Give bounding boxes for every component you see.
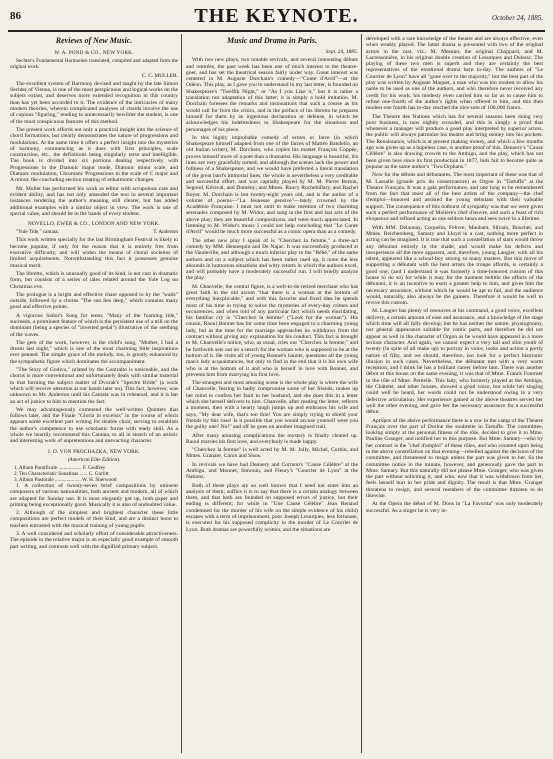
paragraph: A vigorous Sailor's Song for tenor, "Many of the foaming tide," succeeds, a prominent feature of which is the persistent use of a trill on the dominant (being a species of "inverted pedal") illustrative of the seething of the waves. [10, 312, 178, 338]
column-paris-continued [366, 36, 543, 753]
paragraph: At the Opera the début of M. Dons in "La Favorita" was only moderately successful. As a singer he is very in- [366, 501, 543, 514]
paragraph: With two new plays, two notable revivals, and several interesting débuts and rentrées, the past week has been one of much interest to the theatre-goer, and has set the theatrical season fairly under way. Great interest was centered in M. Auguste Dorchain's comedy—"Conte d'Avril"—at the Odéon. This play, as I gave you to understand in my last letter, is founded on Shakespeare's "Twelfth Night," or "As I you Like it," but it is rather a translation nor adaptation of this latter; it is simply a bold imitation. M. Dorchain foresees the remarks and insinuations that such a course as his would call for from the critics, and in the preface of his libretto he prepares himself for them by an ingenious declaration or defense, in which he acknowledges his indebtedness to Shakespeare for the situations and personages of his piece. [186, 57, 358, 133]
paragraph: The other new play I speak of is "Cherchez la femme," a three-act comedy by MM. Hennequin and De Najac. It was successfully produced at the Vaudeville, and although a much inferior play to the "Bébé," of the same authors and on a subject which has been rather used up, it none the less abounds in humorous situations and witty retorts in which the authors excel, and will probably have a moderately successful run. I will briefly analyze the play. [186, 237, 358, 282]
paragraph: Both of these plays are so well known that I need not enter into an analysis of them; suffice it is to say that there is a certain analogy between them, and that both are founded on supposed errors of justice, but their ending is different; for while in "Une Cause Célèbre" Jean Renaud condemned for the murder of his wife on the simple evidence of his child) escapes with a term of imprisonment, poor Joseph Lesurques, less fortunate, is executed for his supposed complicity in the murder of Le Courrier de Lyon. Both dramas are powerfully written, and the situations are [186, 482, 358, 533]
paragraph: The Théatre des Nations which has for several seasons been doing very poor business, is now nightly crowded, and this is simply a proof that whenever a manager will produce a good play interpreted by superior actors, the public will always patronize his theatre and bring money into his pockets. The Renaissance, which is at present making money, and which a few months ago was given up as a hopeless case, is another proof of this. Dennery's "Cause Célèbre" is also drawing crowds to the Ambigu, and the play, which has not been given here since its first production in 1877, bids fair to become quite as popular as the same author's "Two Orphans." [366, 113, 543, 170]
paragraph: 2. Although of the simplest and brightest character these little compositions are perfect models of their kind, and are a distinct boon to teachers entrusted with the musical training of young pupils. [10, 510, 178, 529]
paragraph: developed with a rare knowledge of the theatre and are always effective, even when weakly played. The latter drama is presented with two of the original actors in the cast, viz.: M. Mesnier, the original Choppard, and M. Lacressonière, in his original double creation of Lesurques and Dubosc. The playing of these two men is superb and they are certainly the best representatives of the emotional drama here to-day. The authors of "Le Courrier de Lyon" have all "gone over to the majority," but the best part of the play was written by Auguste Maquet, a man who was too modest to allow his name to be used as one of the authors, and who therefore never received any credit for his work; his modesty even carried him so far as to cause him to refuse one-fourth of the author's rights when offered to him, and this then modest one fourth has to-day reached the nice sum of 100,000 francs. [366, 36, 543, 112]
paragraph: With MM. Delaunay, Coquelin, Febvre, Maubant, Silvain, Boucher, and Mmes. Reichemberg, Samary and Lloyd in a cast, nothing more perfect in acting can be imagined. It is true that such a constellation of stars would throw any débutant entirely in the shade, and would make his defects and inexperience all the more apparent, and, therefore, young Langier, with all his talent, appeared like a school-boy among so many masters. But this move of supporting a débutant with the best artists the troupe affords, is certainly a good one; (and I understand it was formerly a time-honored custom of this house to do so) for while it may for the moment belittle the efforts of the débutant, it is an incentive to exert a greater help to him, and gives him the necessary assurance, without which he would be apt to fail, and the audience would, naturally, also always be the gainers. Therefore it would be well to revive this custom. [366, 224, 543, 307]
paragraph: "The Story of Godiva," related by the Contralto is noticeable, and the chorus is more conventional and unfortunately deals with similar material to that forming the subject matter of Dvorak's "Spectre Bride" (a work which will receive attention at our hands later on). This fact, however, was unknown to Mr. Anderton until his Cantata was in rehearsal, and it is but an act of justice to him to mention the fact. [10, 367, 178, 405]
column-paris [186, 36, 358, 753]
column-divider [181, 34, 182, 753]
paragraph: After many amusing complications the mystery is finally cleared up. Raoul marries his first love, and everybody is made happy. [186, 432, 358, 445]
list-item: 3. Album Pastorale .................... W. H. Sherwood [14, 476, 117, 483]
list-item: 2. Ten Characteristic Sonatinas ...... C. Gurlitt [14, 470, 109, 477]
paragraph: The excellent system of Harmony devised and taught by the late Simon Sechter of Vienna, is one of the most perspicuous and logical works on the subject extant, and deserves more extended recognition in this country than has yet been accorded to it. The evidence of the intricacies of many modern theories, wherein complicated analyses of chords involve the use of copious "figuring," tending to unnecessarily bewilder the student, is one of the most conspicuous features of this method. [10, 80, 178, 125]
paragraph: Apropos of the above performance there is a row in the camp of the Theatre Français over the part of Dorine the soubrette in Tartuffe. The committee, looking simply at the personal fitness of the rôle, decided to give it to Mme. Pauline Granger, and notified her to this purpose. But Mme. Samary—who by her contract is the "chef d'emploi" of these rôles, and who counted upon being in the above constellation on that evening—rebelled against the decision of the committee, and threatened to resign unless the part was given to her. So the committee notice in the minute, however, and generously gave the part to Mme. Samary. But this naturally did not please Mme. Granger, who was given the part without soliciting it, and who, now that it was withdrawn from her, feels herself hurt in her pride and dignity. The result is that Mme. Granger threatens to resign, and several members of the committee threaten to do likewise. [366, 417, 543, 500]
work-title: Sechter's Fundamental Harmonies translated, compiled and adapted from the original work. [10, 58, 178, 71]
paragraph: M. Laugier has plenty of resources at his command, a good voice, excellent delivery, a certain amount of ease and assurance, and a knowledge of the stage which time will all fully develop; but he has neither the nature, physiognomy, nor general appearance suitable for comic parts, and therefore he did not appear as well in the character of Orgon as he would have appeared in a more serious character. And again, we cannot expect a very tall and slim youth of twenty (in spite of all make up) to portray in voice, looks and action a portly nature of fifty, and we should, therefore, not look for a perfect histrionic illusion in such cases. Nevertheless, the débutant met with a very warm reception, and I think he has a brilliant career before him. There was another débot at this house on the same evening, it was that of Mme. Franck Fournier in the rôle of Mme. Pernelle. This lady, who formerly played at the Ambigu, the Châtelet, and other houses, showed a good voice, but while her singing could well be heard, her words could not be understood owing to a very defective articulation. Her experience gained at the above theatres served her well the other evening, and gave her the necessary assurance for a successful début. [366, 308, 543, 416]
work-title-text: "Yule Tide," cantata. [16, 229, 59, 236]
paragraph: This work written specially for the last Birmingham Festival is likely to become popular, if only for the reason that it is entirely free from executive difficulty, and will widen the means of choral societies of limited acquirements. Notwithstanding this fact it possesses genuine musical merit. [10, 237, 178, 269]
edition-subtitle: (American Elite Edition). [67, 456, 121, 463]
paragraph: We may advantageously commend the well-written Quintets that follows later, and the Finale "Gloria in excelsis" in the course of which appears some excellent part writing for double choir, serving to establish the author's competence to use scholastic forms with ready skill. As a whole we heartily recommend this Cantata, to all in search of an artistic and interesting work of unpretentious and unexacting character. [10, 406, 178, 445]
paragraph: 3. A well considered and scholarly effort of considerable attractiveness. The episode in the relative major is an especially good example of smooth part writing, and contrasts well with the dignified primary subject. [10, 531, 178, 550]
section-heading: Reviews of New Music. [55, 36, 133, 45]
byline: T. Anderton [153, 229, 178, 236]
paragraph: 1. A collection of twenty-seven brief compositions by eminent composers of various nationalities, both ancient and modern, all of which are adapted for Sunday use. It is most elegantly got up, both paper and printing being exceptionally good. Musically it is also of undoubted value. [10, 482, 178, 508]
paragraph: In this highly improbable comedy of errors or farce (in which Shakespeare himself adapted from one of the farces of Matteo Bandello, an old Italian writer), M. Dorchain, who copies his master François Coppée, proves himself more of a poet than a dramatist. His language is beautiful, his lines are very gracefully turned; and although the scenes lack the power and fullness of a Shakespeare, and we would have preferred a literal translation of the great bard's immortal lines, the whole is nevertheless a very creditable and successful effort, and was capitally played by M. M. Pierre Berton, Segond, Kéraval, and Dumény; and Mmes. Raucy Rochebillary, and Rachel Boyer. M. Dorchain is but twenty-eight years old, and is the author of a volume of poems—"La Jeunesse pensive"—lately crowned by the Académie Française. I must not omit to make mention of two charming serenades composed by M. Widor, and sung in the first and last acts of the above play; they are beautiful compositions, and were much appreciated. In listening to M. Widor's music I could not help concluding that "Le Conte d'Avril" would be much more successful as a comic opera than as a comedy. [186, 134, 358, 236]
publisher-heading: NOVELLO, EWER & CO., LONDON AND NEW YORK. [28, 221, 160, 228]
paragraph: Now for the débuts and débutantes. The most important of these was that of M. Lassalle (grande prix du conservatoire) as Orgon in "Tartuffe" at the Theatre Français. It was a gala performance, and one long to be remembered from the fact that most all of the best artists of the company—the chef d'emploi—honored and assisted the young debutant with their valuable support. The consequence of this outburst of sympathy was that we were given such a perfect performance of Molière's chef d'œuvre, and such a feast of rich eloquence and refined acting as one seldom hears and sees twice in a lifetime. [366, 172, 543, 223]
paragraph: Mr. Muller has performed his work as editor with scrupulous care and evident ability, and has not only amended the text in several important instances rendering the author's meaning still clearer, but has added additional examples with a similar object in view. The work is one of special value, and should be in the hands of every student. [10, 185, 178, 217]
paragraph: The gem of the work, however, is the child's song, "Mother, I had a dream last night," which is one of the most charming little inspirations ever penned. The simple grace of the melody, too, is greatly enhanced by the sympathetic figure which dominates the accompaniment. [10, 339, 178, 365]
paragraph: In revivals we have had Dennery and Cormon's "Cause Célèbre" at the Ambigu, and Mounet, Simonin, and Fleury's "Courrier de Lyon" at the Nations. [186, 461, 358, 481]
section-heading: Music and Drama in Paris. [226, 36, 318, 45]
work-title [10, 229, 178, 235]
paragraph: The strangest and most amusing scene is the whole play is where the wife of Chanvelle, fearing to badly compromise some of her friends, makes up her mind to confess her fault to her husband, and she does this in a letter which she herself delivers to him. Chanvelle, after reading the letter, reflects a moment, then with a hearty laugh jumps up and embraces his wife and says, "My dear wife, that's too thin! You are simply trying to shield your friends by this ruse! Is it possible that you would accuse yourself were you the guilty one? No!" and off he goes on another imagined trail. [186, 380, 358, 431]
list-item: 1. Album Pontificale .................. F. Godfrey [14, 464, 106, 471]
paragraph: The prologue is a bright and effective chant opposed to by the "waits" outside, followed by a chorus "The sun lies deep," which contains many good and effective points. [10, 291, 178, 311]
publisher-heading: W. A. POND & CO., NEW YORK. [54, 50, 134, 56]
publisher-heading: J. O. VON PROCHAZKA, NEW YORK. [47, 448, 141, 455]
paragraph: The libretto, which is unusually good of its kind, is not cast in dramatic form, but consists of a series of tales related around the Yule Log on Christmas eve. [10, 270, 178, 290]
byline: C. C. MULLER. [141, 72, 178, 79]
paragraph: M. Chanvelle, the central figure, is a well-to-do retired merchant who has great faith in the old axiom "that there is a woman at the bottom of everything inexplicable," and with this favorite and fixed idea he spends most of his time in trying to solve the mysteries of every-day crimes and occurrences, and when told of any particular fact which needs elucidating, his familiar cry is "Cherchez la femme" ("Look for the woman"). His cousin, Raoul Bonnet has for some time been engaged to a charming young lady, but as the time for the marriage approaches he withdraws from the contract without giving any explanation for his conduct. This fact is brought to M. Chanvelle's notice, who, as usual, cries out "Cherchez la femme," and he forthwith sets out on a search for the woman who is supposed to be at the bottom of it. He visits all of young Bonnet's haunts, questions all the young man's lady acquaintances, but only to find in the end that it is his own wife who is at the bottom of it and who is herself in love with Bonnet, and prevents him from marrying his first love. [186, 283, 358, 378]
column-reviews [10, 36, 178, 753]
column-divider [361, 34, 362, 753]
newspaper-title: THE KEYNOTE. [194, 5, 359, 27]
dateline: Sept. 24, 1885. [325, 49, 358, 55]
issue-date: October 24, 1885. [492, 14, 543, 22]
paragraph: The present work affords not only a practical insight into the science of chord formations, but clearly demonstrates the nature of progressions and modulations. At the same time it offers a perfect insight into the mysteries of harmony, commencing as it does with first principles, scale construction, etc., the definitions being singularly terse and intelligible. The book is divided into six portions dealing respectively with Progressions in the Diatonic major mode, Diatonic minor scale, and Diatonic modulation, Chromatic Progressions in the scale of C major and A minor, the concluding section treating of enharmonic changes. [10, 126, 178, 184]
paragraph: "Cherchez la femme" is well acted by M. M. Jolly, Michel, Corbin, and Mmes. Granaré, Caron and Sisos. [186, 447, 358, 460]
page-number: 86 [10, 10, 21, 22]
masthead [8, 4, 545, 32]
